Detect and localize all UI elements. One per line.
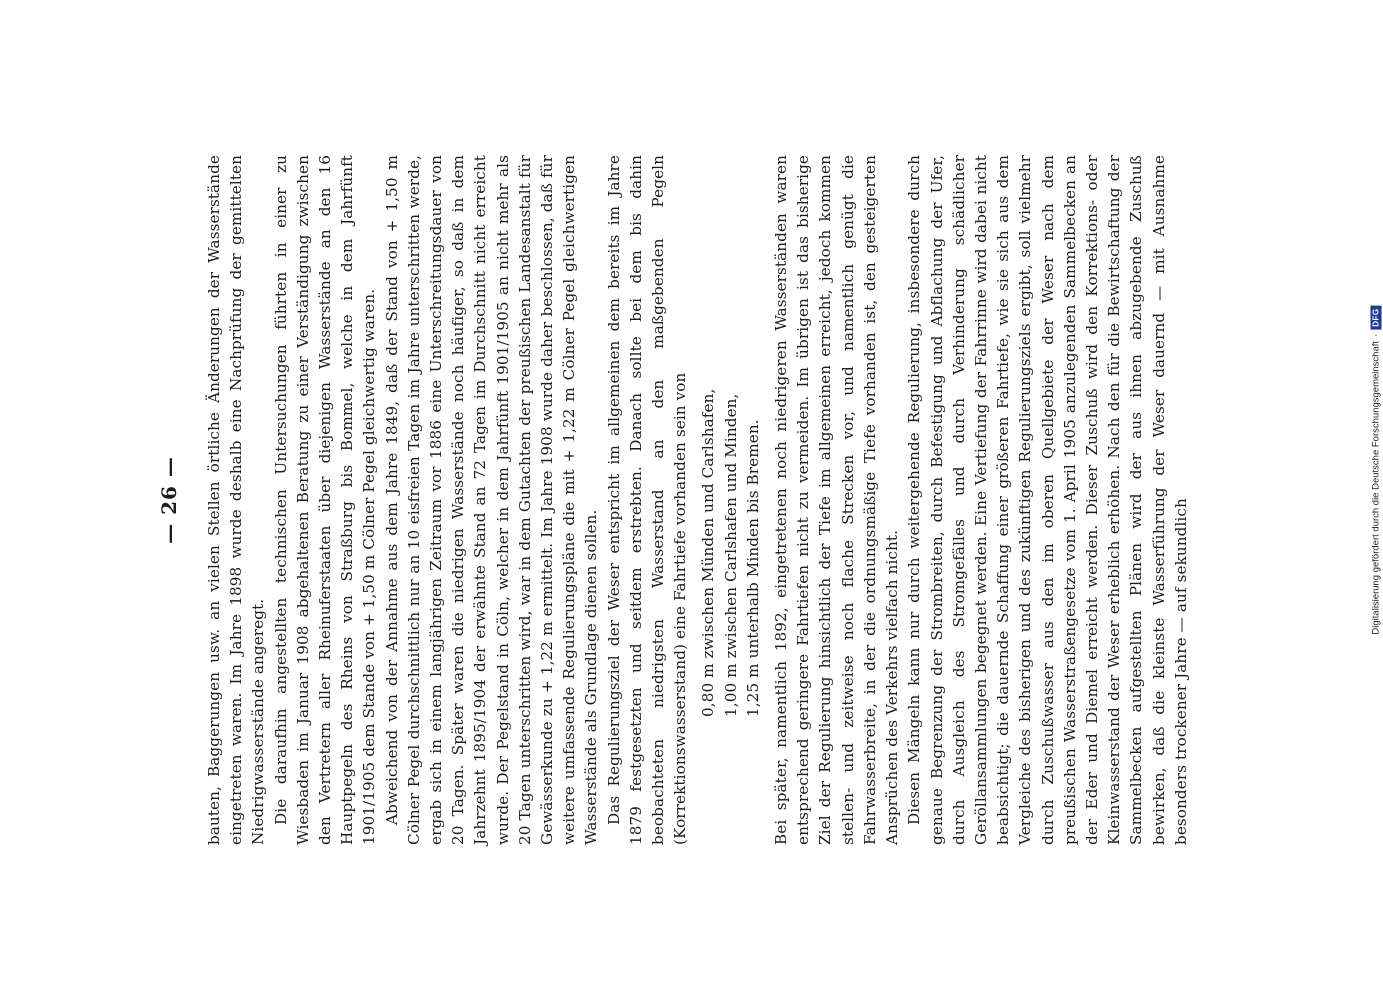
paragraph: Bei später, namentlich 1892, eingetretenen noch niedrigeren Wasserständen waren entsprechend geringere Fahrtiefen nicht zu vermeiden. Im übrigen ist das bisherige Ziel der Regulierung hinsichtlich der Tiefe im allgemeinen erreicht, jedoch kommen stellen- und zeitweise noch flache Strecken vor, und namentlich genügt die Fahrwasserbreite, in der die ordnungsmäßige Tiefe vorhanden ist, den gesteigerten Ansprüchen des Verkehrs vielfach nicht. bbox=[772, 155, 902, 845]
digitization-note: Digitalisierung gefördert durch die Deutsche Forschungsgemeinschaft bbox=[1370, 340, 1382, 635]
page-number: — 26 — bbox=[157, 456, 181, 544]
paragraph: Die daraufhin angestellten technischen Untersuchungen führten in einer zu Wiesbaden im Januar 1908 abgehaltenen Beratung zu einer Verständigung zwischen den Vertretern aller Rheinuferstaaten über diejenigen Wasserstände an den 16 Hauptpegeln des Rheins von Straßburg bis Bommel, welche in dem Jahrfünft 1901/1905 dem Stande von + 1,50 m Cölner Pegel gleichwertig waren. bbox=[271, 155, 379, 845]
paragraph: Das Regulierungsziel der Weser entspricht im allgemeinen dem bereits im Jahre 1879 festgesetzten und seitdem erstrebten. Danach sollte bei dem bis dahin beobachteten niedrigsten Wasserstand an den maßgebenden Pegeln (Korrektionswasserstand) eine Fahrtiefe vorhanden sein von bbox=[604, 155, 690, 845]
list-item: 1,25 m unterhalb Minden bis Bremen. bbox=[743, 419, 762, 717]
paragraph: Abweichend von der Annahme aus dem Jahre 1849, daß der Stand von + 1,50 m Cölner Pegel durchschnittlich nur an 10 eisfreien Tagen im Jahre unterschritten werde, ergab sich in einem langjährigen Zeitraum vor 1886 eine Unterschreitungsdauer von 20 Tagen. Später waren die niedrigen Wasserstände noch häufiger, so daß in dem Jahrzehnt 1895/1904 der erwähnte Stand an 72 Tagen im Durchschnitt nicht erreicht wurde. Der Pegelstand in Cöln, welcher in dem Jahrfünft 1901/1905 an nicht mehr als 20 Tagen unterschritten wird, war in dem Gutachten der preußischen Landesanstalt für Gewässerkunde zu + 1,22 m ermittelt. Im Jahre 1908 wurde daher beschlossen, daß für weitere umfassende Regulierungspläne die mit + 1,22 m Cölner Pegel gleichwertigen Wasserstände als Grundlage dienen sollen. bbox=[382, 155, 601, 845]
list-item: 0,80 m zwischen Münden und Carlshafen, bbox=[699, 388, 718, 717]
dfg-logo: DFG bbox=[1371, 305, 1382, 329]
list-item: 1,00 m zwischen Carlshafen und Minden, bbox=[721, 393, 740, 717]
rotated-page bbox=[141, 155, 1241, 845]
page-body bbox=[203, 155, 1192, 845]
paragraph: bauten, Baggerungen usw. an vielen Stellen örtliche Änderungen der Wasserstände eingetreten waren. Im Jahre 1898 wurde deshalb eine Nachprüfung der gemittelten Niedrigwasserstände angeregt. bbox=[205, 155, 268, 845]
fairway-depth-list bbox=[697, 155, 764, 845]
paragraph: Diesen Mängeln kann nur durch weitergehende Regulierung, insbesondere durch genaue Begrenzung der Strombreiten, durch Befestigung und Abflachung der Ufer, durch Ausgleich des Stromgefälles und durch Verhinderung schädlicher Geröllansammlungen begegnet werden. Eine Vertiefung der Fahrrinne wird dabei nicht beabsichtigt; die dauernde Schaffung einer größeren Fahrtiefe, wie sie sich aus dem Vergleiche des bisherigen und des zukünftigen Regulierungsziels ergibt, soll vielmehr durch Zuschußwasser aus den im oberen Quellgebiete der Weser nach dem preußischen Wasserstraßengesetze vom 1. April 1905 anzulegenden Sammelbecken an der Eder und Diemel erreicht werden. Dieser Zuschuß wird den Korrektions- oder Kleinwasserstand der Weser erheblich erhöhen. Nach den für die Bewirtschaftung der Sammelbecken aufgestellten Plänen wird der aus ihnen abzugebende Zuschuß bewirken, daß die kleinste Wasserführung der Weser dauernd — mit Ausnahme besonders trockener Jahre — auf sekundlich bbox=[905, 155, 1190, 845]
digitization-credit: Digitalisierung gefördert durch die Deutsche Forschungsgemeinschaft · DFG bbox=[1371, 305, 1382, 634]
